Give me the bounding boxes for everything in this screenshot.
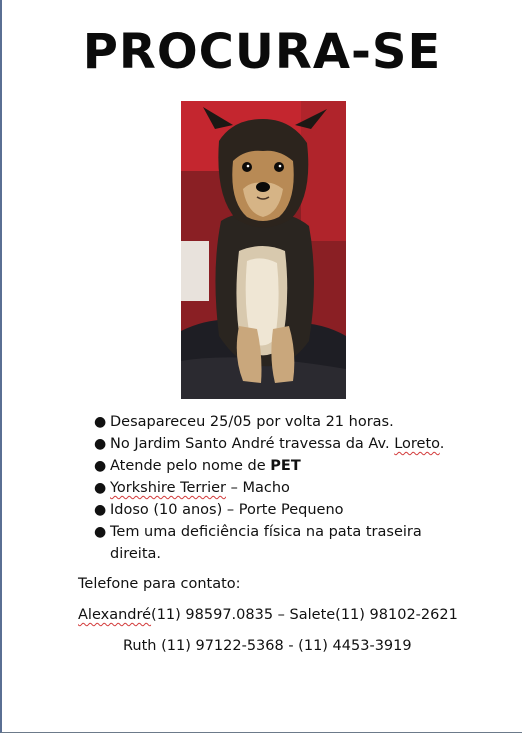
contact-heading: Telefone para contato: [78,576,241,592]
detail-item [94,477,494,499]
disability-text-line2: direita. [110,546,162,562]
location-text: No Jardim Santo André travessa da Av. [110,436,395,452]
detail-item [94,521,494,565]
contact-phones-1: (11) 98597.0835 – Salete(11) 98102-2621 [151,607,458,623]
street-name: Loreto [394,436,440,452]
contact-line-2: Ruth (11) 97122-5368 - (11) 4453-3919 [123,638,412,654]
disability-text-line1: Tem uma deficiência física na pata traseira [110,524,422,540]
poster-title: PROCURA-SE [82,24,442,80]
name-intro-text: Atende pelo nome de [110,458,271,474]
bullet-icon: ● [94,458,107,474]
bullet-icon: ● [94,436,107,452]
dog-photo [181,101,346,399]
details-list [94,411,494,565]
pet-name: PET [270,458,301,474]
bullet-icon: ● [94,480,107,496]
bullet-icon: ● [94,524,107,540]
sex-text: – Macho [226,480,290,496]
location-end: . [439,436,445,452]
detail-item [94,455,494,477]
bullet-icon: ● [94,414,107,430]
contact-name-alexandre: Alexandré [78,607,152,623]
contact-line-1 [78,607,458,623]
detail-item [94,433,494,455]
age-size-text: Idoso (10 anos) – Porte Pequeno [110,502,344,518]
disappearance-text: Desapareceu 25/05 por volta 21 horas. [110,414,394,430]
detail-item [94,411,494,433]
bullet-icon: ● [94,502,107,518]
breed-text: Yorkshire Terrier [110,480,226,496]
detail-item [94,499,494,521]
